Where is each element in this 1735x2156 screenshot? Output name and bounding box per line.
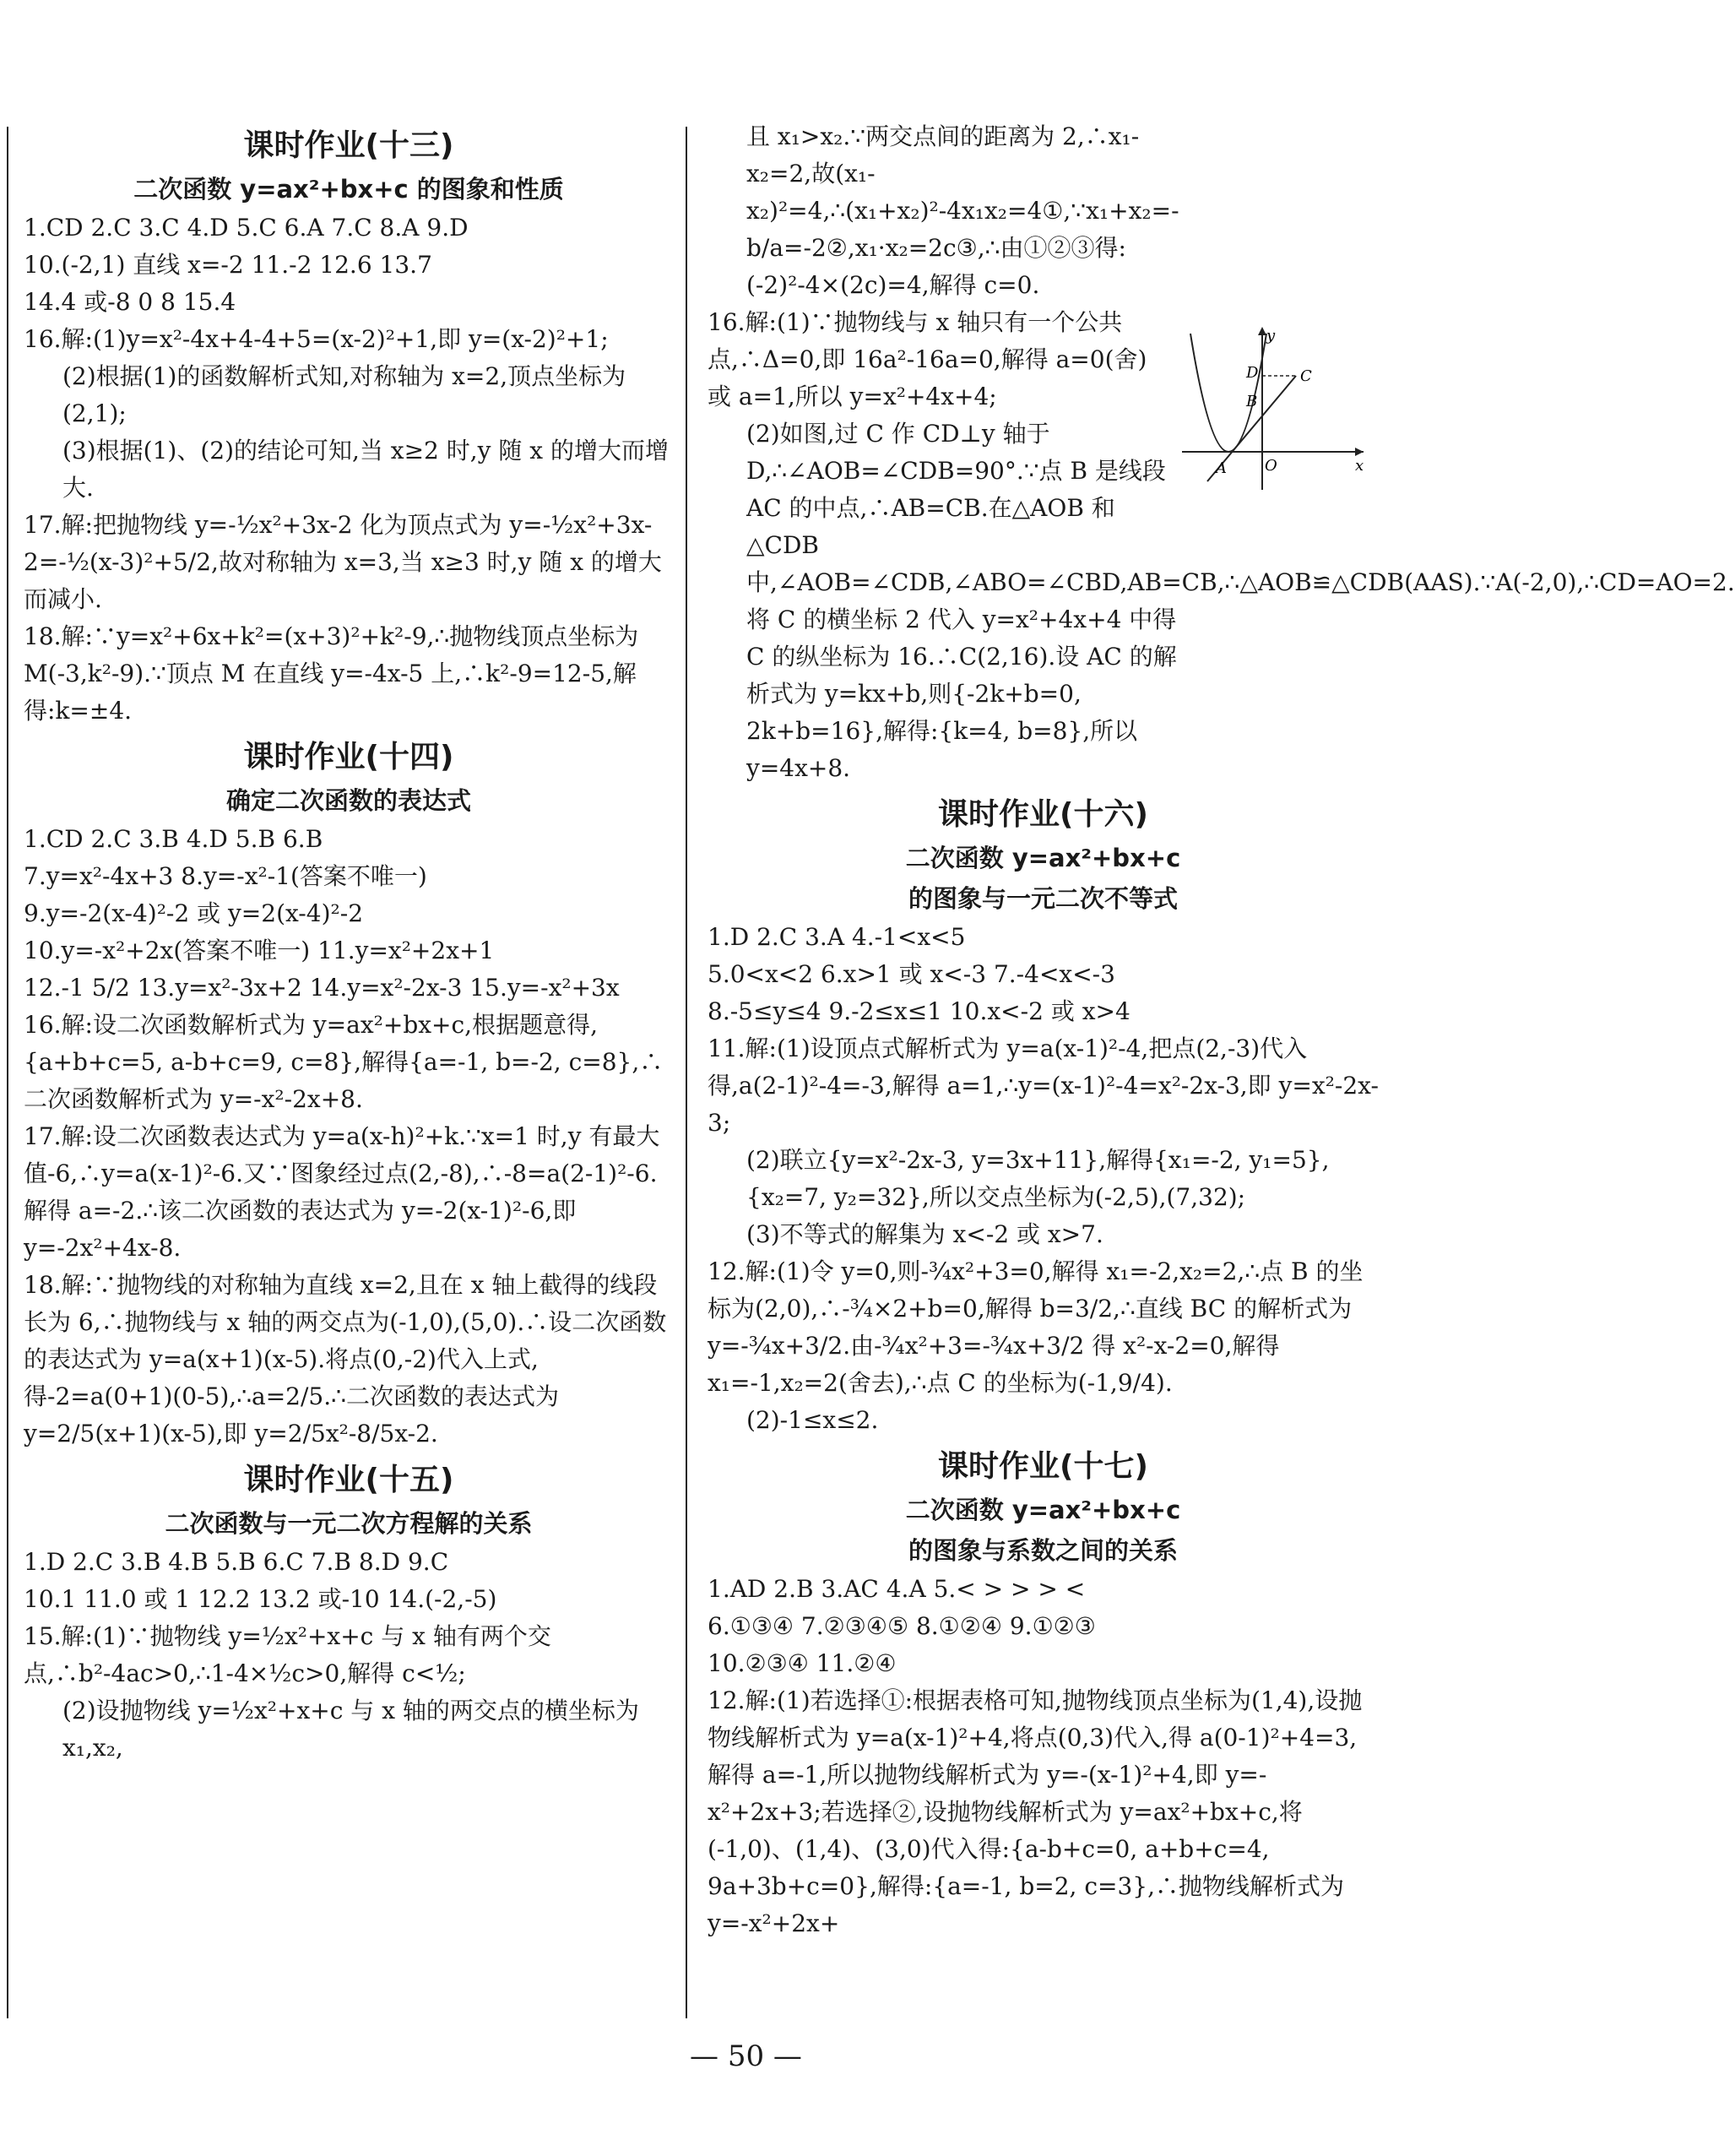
section-title: 课时作业(十五) bbox=[243, 1463, 454, 1497]
section-14 bbox=[24, 735, 674, 1453]
section-subtitle: 二次函数与一元二次方程解的关系 bbox=[165, 1509, 533, 1538]
label-b: B bbox=[1246, 393, 1258, 410]
answer-line: 8.-5≤y≤4 9.-2≤x≤1 10.x<-2 或 x>4 bbox=[708, 997, 1130, 1025]
solution-17: 17.解:把抛物线 y=-½x²+3x-2 化为顶点式为 y=-½x²+3x-2=-½(x-3)²+5/2,故对称轴为 x=3,当 x≥3 时,y 随 x 的增大而减小. bbox=[24, 511, 662, 613]
label-o: O bbox=[1265, 457, 1277, 475]
solution-15-part-2: (2)设抛物线 y=½x²+x+c 与 x 轴的两交点的横坐标为 x₁,x₂, bbox=[62, 1697, 639, 1762]
answer-line: 7.y=x²-4x+3 8.y=-x²-1(答案不唯一) bbox=[24, 862, 427, 890]
answer-line: 10.②③④ 11.②④ bbox=[708, 1649, 897, 1677]
answer-line: 5.0<x<2 6.x>1 或 x<-3 7.-4<x<-3 bbox=[708, 960, 1115, 988]
solution-12: 12.解:(1)令 y=0,则-¾x²+3=0,解得 x₁=-2,x₂=2,∴点 B 的坐标为(2,0),∴-¾×2+b=0,解得 b=3/2,∴直线 BC 的解析式为 y=-¾x+3/2.由-¾x²+3=-¾x+3/2 得 x²-x-2=0,解得 x₁=-1,x₂=2(舍去),∴点 C 的坐标为(-1,9/4). bbox=[708, 1257, 1364, 1397]
section-13 bbox=[24, 123, 674, 730]
section-title: 课时作业(十七) bbox=[938, 1449, 1148, 1484]
solution-17: 17.解:设二次函数表达式为 y=a(x-h)²+k.∵x=1 时,y 有最大值-6,∴y=a(x-1)²-6.又∵图象经过点(2,-8),∴-8=a(2-1)²-6.解得 a=-2.∴该二次函数的表达式为 y=-2(x-1)²-6,即 y=-2x²+4x-8. bbox=[24, 1122, 660, 1262]
parabola-figure bbox=[1182, 325, 1368, 494]
solution-11: 11.解:(1)设顶点式解析式为 y=a(x-1)²-4,把点(2,-3)代入得,a(2-1)²-4=-3,解得 a=1,∴y=(x-1)²-4=x²-2x-3,即 y=x²-2x-3; bbox=[708, 1035, 1379, 1137]
label-x: x bbox=[1355, 457, 1364, 475]
section-subtitle: 的图象与系数之间的关系 bbox=[908, 1536, 1178, 1565]
solution-11-part-2: (2)联立{y=x²-2x-3, y=3x+11},解得{x₁=-2, y₁=5},{x₂=7, y₂=32},所以交点坐标为(-2,5),(7,32); bbox=[746, 1146, 1330, 1211]
left-column bbox=[24, 118, 674, 1767]
solution-16: 16.解:设二次函数解析式为 y=ax²+bx+c,根据题意得,{a+b+c=5, a-b+c=9, c=8},解得{a=-1, b=-2, c=8},∴二次函数解析式为 y=-x²-2x+8. bbox=[24, 1011, 664, 1113]
answer-line: 14.4 或-8 0 8 15.4 bbox=[24, 288, 236, 316]
left-margin-rule bbox=[7, 127, 8, 2018]
solution-18: 18.解:∵抛物线的对称轴为直线 x=2,且在 x 轴上截得的线段长为 6,∴抛物线与 x 轴的两交点为(-1,0),(5,0).∴设二次函数的表达式为 y=a(x+1)(x-5).将点(0,-2)代入上式,得-2=a(0+1)(0-5),∴a=2/5.∴二次函数的表达式为 y=2/5(x+1)(x-5),即 y=2/5x²-8/5x-2. bbox=[24, 1271, 667, 1447]
section-subtitle: 二次函数 y=ax²+bx+c 的图象和性质 bbox=[133, 175, 564, 204]
column-divider bbox=[686, 127, 687, 2018]
answer-line: 1.D 2.C 3.A 4.-1<x<5 bbox=[708, 923, 966, 951]
label-d: D bbox=[1246, 364, 1259, 382]
answer-line: 1.D 2.C 3.B 4.B 5.B 6.C 7.B 8.D 9.C bbox=[24, 1548, 449, 1576]
answer-line: 10.y=-x²+2x(答案不唯一) 11.y=x²+2x+1 bbox=[24, 937, 495, 964]
solution-16: 16.解:(1)∵抛物线与 x 轴只有一个公共点,∴Δ=0,即 16a²-16a=0,解得 a=0(舍)或 a=1,所以 y=x²+4x+4; bbox=[708, 308, 1147, 410]
section-16 bbox=[708, 792, 1379, 1439]
solution-18: 18.解:∵y=x²+6x+k²=(x+3)²+k²-9,∴抛物线顶点坐标为 M(-3,k²-9).∵顶点 M 在直线 y=-4x-5 上,∴k²-9=12-5,解得:k=±4. bbox=[24, 622, 639, 725]
answer-line: 9.y=-2(x-4)²-2 或 y=2(x-4)²-2 bbox=[24, 899, 364, 927]
answer-line: 1.AD 2.B 3.AC 4.A 5.< > > > < bbox=[708, 1575, 1086, 1603]
section-subtitle: 的图象与一元二次不等式 bbox=[908, 884, 1178, 913]
label-y: y bbox=[1266, 327, 1276, 345]
section-title: 课时作业(十三) bbox=[243, 128, 454, 163]
section-title: 课时作业(十六) bbox=[938, 797, 1148, 832]
answer-line: 10.(-2,1) 直线 x=-2 11.-2 12.6 13.7 bbox=[24, 251, 432, 279]
label-a: A bbox=[1216, 459, 1227, 477]
label-c: C bbox=[1300, 367, 1312, 385]
section-title: 课时作业(十四) bbox=[243, 740, 454, 774]
answer-line: 12.-1 5/2 13.y=x²-3x+2 14.y=x²-2x-3 15.y=-x²+3x bbox=[24, 974, 620, 1002]
solution-16: 16.解:(1)y=x²-4x+4-4+5=(x-2)²+1,即 y=(x-2)²+1; bbox=[24, 325, 609, 353]
section-17 bbox=[708, 1444, 1379, 1942]
solution-15-continued: 且 x₁>x₂.∵两交点间的距离为 2,∴x₁-x₂=2,故(x₁-x₂)²=4,∴(x₁+x₂)²-4x₁x₂=4①,∵x₁+x₂=-b/a=-2②,x₁·x₂=2c③,∴由①②③得:(-2)²-4×(2c)=4,解得 c=0. bbox=[746, 122, 1179, 299]
solution-11-part-3: (3)不等式的解集为 x<-2 或 x>7. bbox=[746, 1220, 1103, 1248]
answer-line: 1.CD 2.C 3.B 4.D 5.B 6.B bbox=[24, 825, 323, 853]
solution-16-part-2: (2)根据(1)的函数解析式知,对称轴为 x=2,顶点坐标为(2,1); bbox=[62, 362, 626, 427]
solution-15: 15.解:(1)∵抛物线 y=½x²+x+c 与 x 轴有两个交点,∴b²-4ac>0,∴1-4×½c>0,解得 c<½; bbox=[24, 1622, 551, 1687]
section-subtitle: 二次函数 y=ax²+bx+c bbox=[905, 1496, 1181, 1524]
y-axis-arrow bbox=[1258, 327, 1266, 335]
page-number: — 50 — bbox=[690, 2039, 802, 2073]
answer-line: 6.①③④ 7.②③④⑤ 8.①②④ 9.①②③ bbox=[708, 1612, 1096, 1640]
section-subtitle: 确定二次函数的表达式 bbox=[225, 786, 471, 815]
answer-line: 10.1 11.0 或 1 12.2 13.2 或-10 14.(-2,-5) bbox=[24, 1585, 497, 1613]
section-15 bbox=[24, 1458, 674, 1767]
x-axis-arrow bbox=[1355, 448, 1364, 456]
solution-12-part-2: (2)-1≤x≤2. bbox=[746, 1406, 879, 1434]
answer-line: 1.CD 2.C 3.C 4.D 5.C 6.A 7.C 8.A 9.D bbox=[24, 214, 469, 242]
solution-16-part-2: (2)如图,过 C 作 CD⊥y 轴于 D,∴∠AOB=∠CDB=90°.∵点 B 是线段 AC 的中点,∴AB=CB.在△AOB 和△CDB 中,∠AOB=∠CDB,∠ABO=∠CBD,AB=CB,∴△AOB≌△CDB(AAS).∵A(-2,0),∴CD=AO=2.将 C 的横坐标 2 代入 y=x²+4x+4 中得 C 的纵坐标为 16.∴C(2,16).设 AC 的解析式为 y=kx+b,则{-2k+b=0, 2k+b=16},解得:{k=4, b=8},所以 y=4x+8. bbox=[746, 420, 1735, 782]
solution-16-part-3: (3)根据(1)、(2)的结论可知,当 x≥2 时,y 随 x 的增大而增大. bbox=[62, 437, 669, 502]
section-subtitle: 二次函数 y=ax²+bx+c bbox=[905, 844, 1181, 872]
solution-12: 12.解:(1)若选择①:根据表格可知,抛物线顶点坐标为(1,4),设抛物线解析式为 y=a(x-1)²+4,将点(0,3)代入,得 a(0-1)²+4=3,解得 a=-1,所以抛物线解析式为 y=-(x-1)²+4,即 y=-x²+2x+3;若选择②,设抛物线解析式为 y=ax²+bx+c,将(-1,0)、(1,4)、(3,0)代入得:{a-b+c=0, a+b+c=4, 9a+3b+c=0},解得:{a=-1, b=2, c=3},∴抛物线解析式为 y=-x²+2x+ bbox=[708, 1686, 1363, 1937]
